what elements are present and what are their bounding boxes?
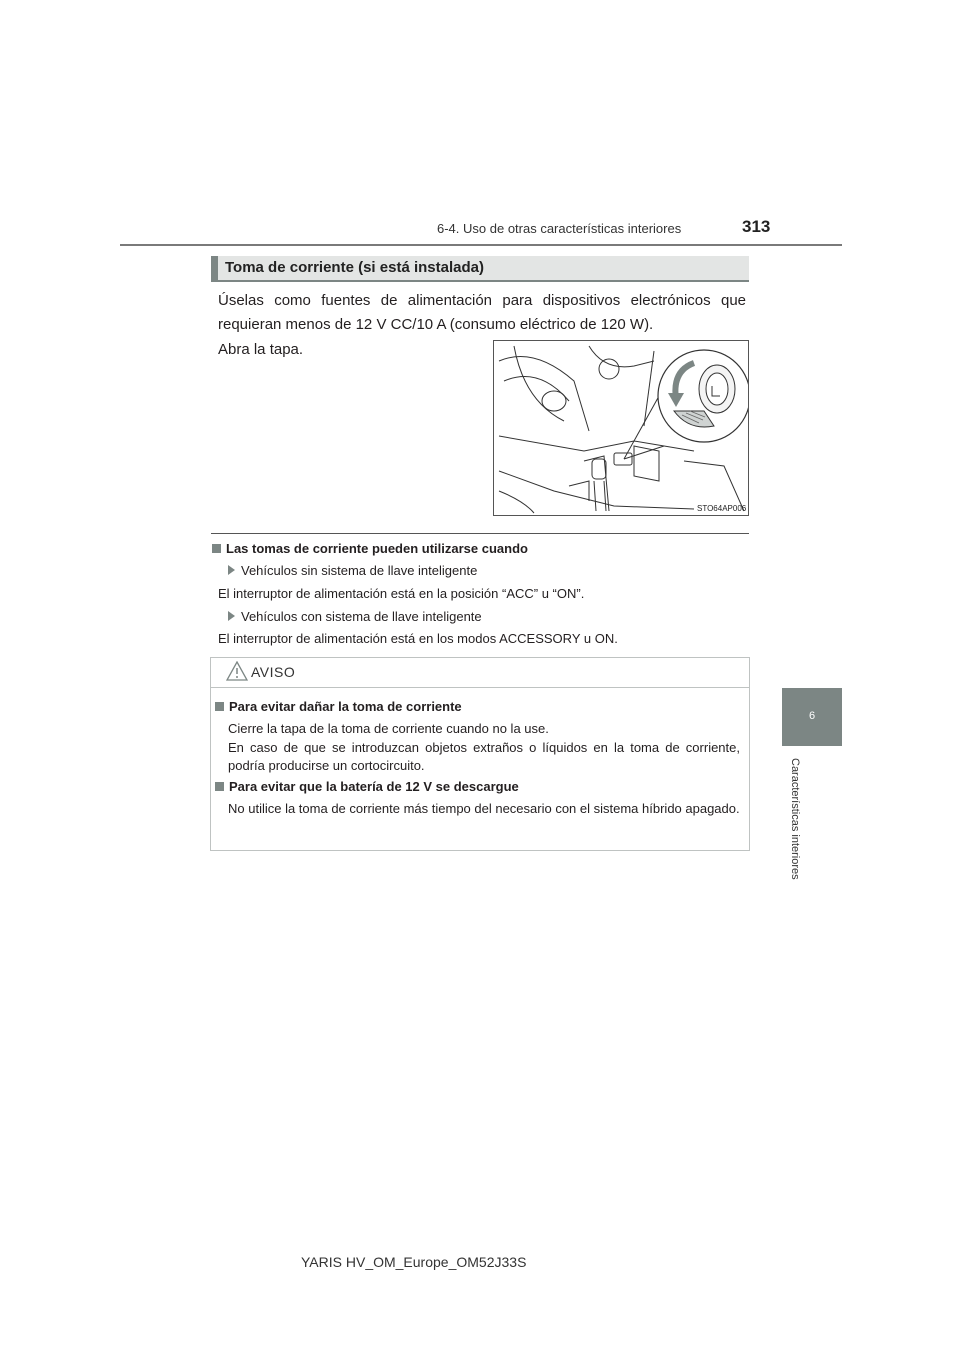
header-rule [120,244,842,246]
section-divider [211,533,749,534]
notes-item-label-1: Vehículos sin sistema de llave inteligente [228,563,477,578]
figure-code: STO64AP006 [697,504,747,513]
chapter-number: 6 [808,710,816,722]
notes-heading: Las tomas de corriente pueden utilizarse cuando [212,541,528,556]
power-outlet-illustration [493,340,749,516]
dashboard-drawing [494,341,748,515]
warning-item-heading-1: Para evitar dañar la toma de corriente [215,699,462,714]
warning-item-line-2a: No utilice la toma de corriente más tiempo del necesario con el sistema híbrido apagado. [228,801,740,816]
square-bullet-icon [215,782,224,791]
warning-item-line-1a: Cierre la tapa de la toma de corriente cuando no la use. [228,721,549,736]
warning-header-rule [211,687,749,688]
square-bullet-icon [212,544,221,553]
chapter-title: Características interiores [789,758,801,880]
warning-triangle-icon [226,661,248,681]
intro-paragraph: Úselas como fuentes de alimentación para dispositivos electrónicos que requieran menos de 12 V CC/10 A (consumo eléctrico de 120 W). [218,292,746,333]
triangle-bullet-icon [228,611,235,621]
warning-item-line-1b: En caso de que se introduzcan objetos extraños o líquidos en la toma de corriente, podría producirse un cortocircuito. [228,740,740,773]
page-number: 313 [742,217,771,236]
warning-item-heading-2: Para evitar que la batería de 12 V se descargue [215,779,519,794]
section-title: Toma de corriente (si está instalada) [225,259,484,276]
step-text: Abra la tapa. [218,341,304,358]
notes-item-label-2: Vehículos con sistema de llave inteligente [228,609,482,624]
square-bullet-icon [215,702,224,711]
footer-doc-id: YARIS HV_OM_Europe_OM52J33S [301,1254,527,1270]
notes-item-text-1: El interruptor de alimentación está en la posición “ACC” u “ON”. [218,586,585,601]
notes-item-text-2: El interruptor de alimentación está en los modos ACCESSORY u ON. [218,631,618,646]
header-section-title: 6-4. Uso de otras características interiores [437,221,682,236]
triangle-bullet-icon [228,565,235,575]
warning-title: AVISO [251,664,296,680]
